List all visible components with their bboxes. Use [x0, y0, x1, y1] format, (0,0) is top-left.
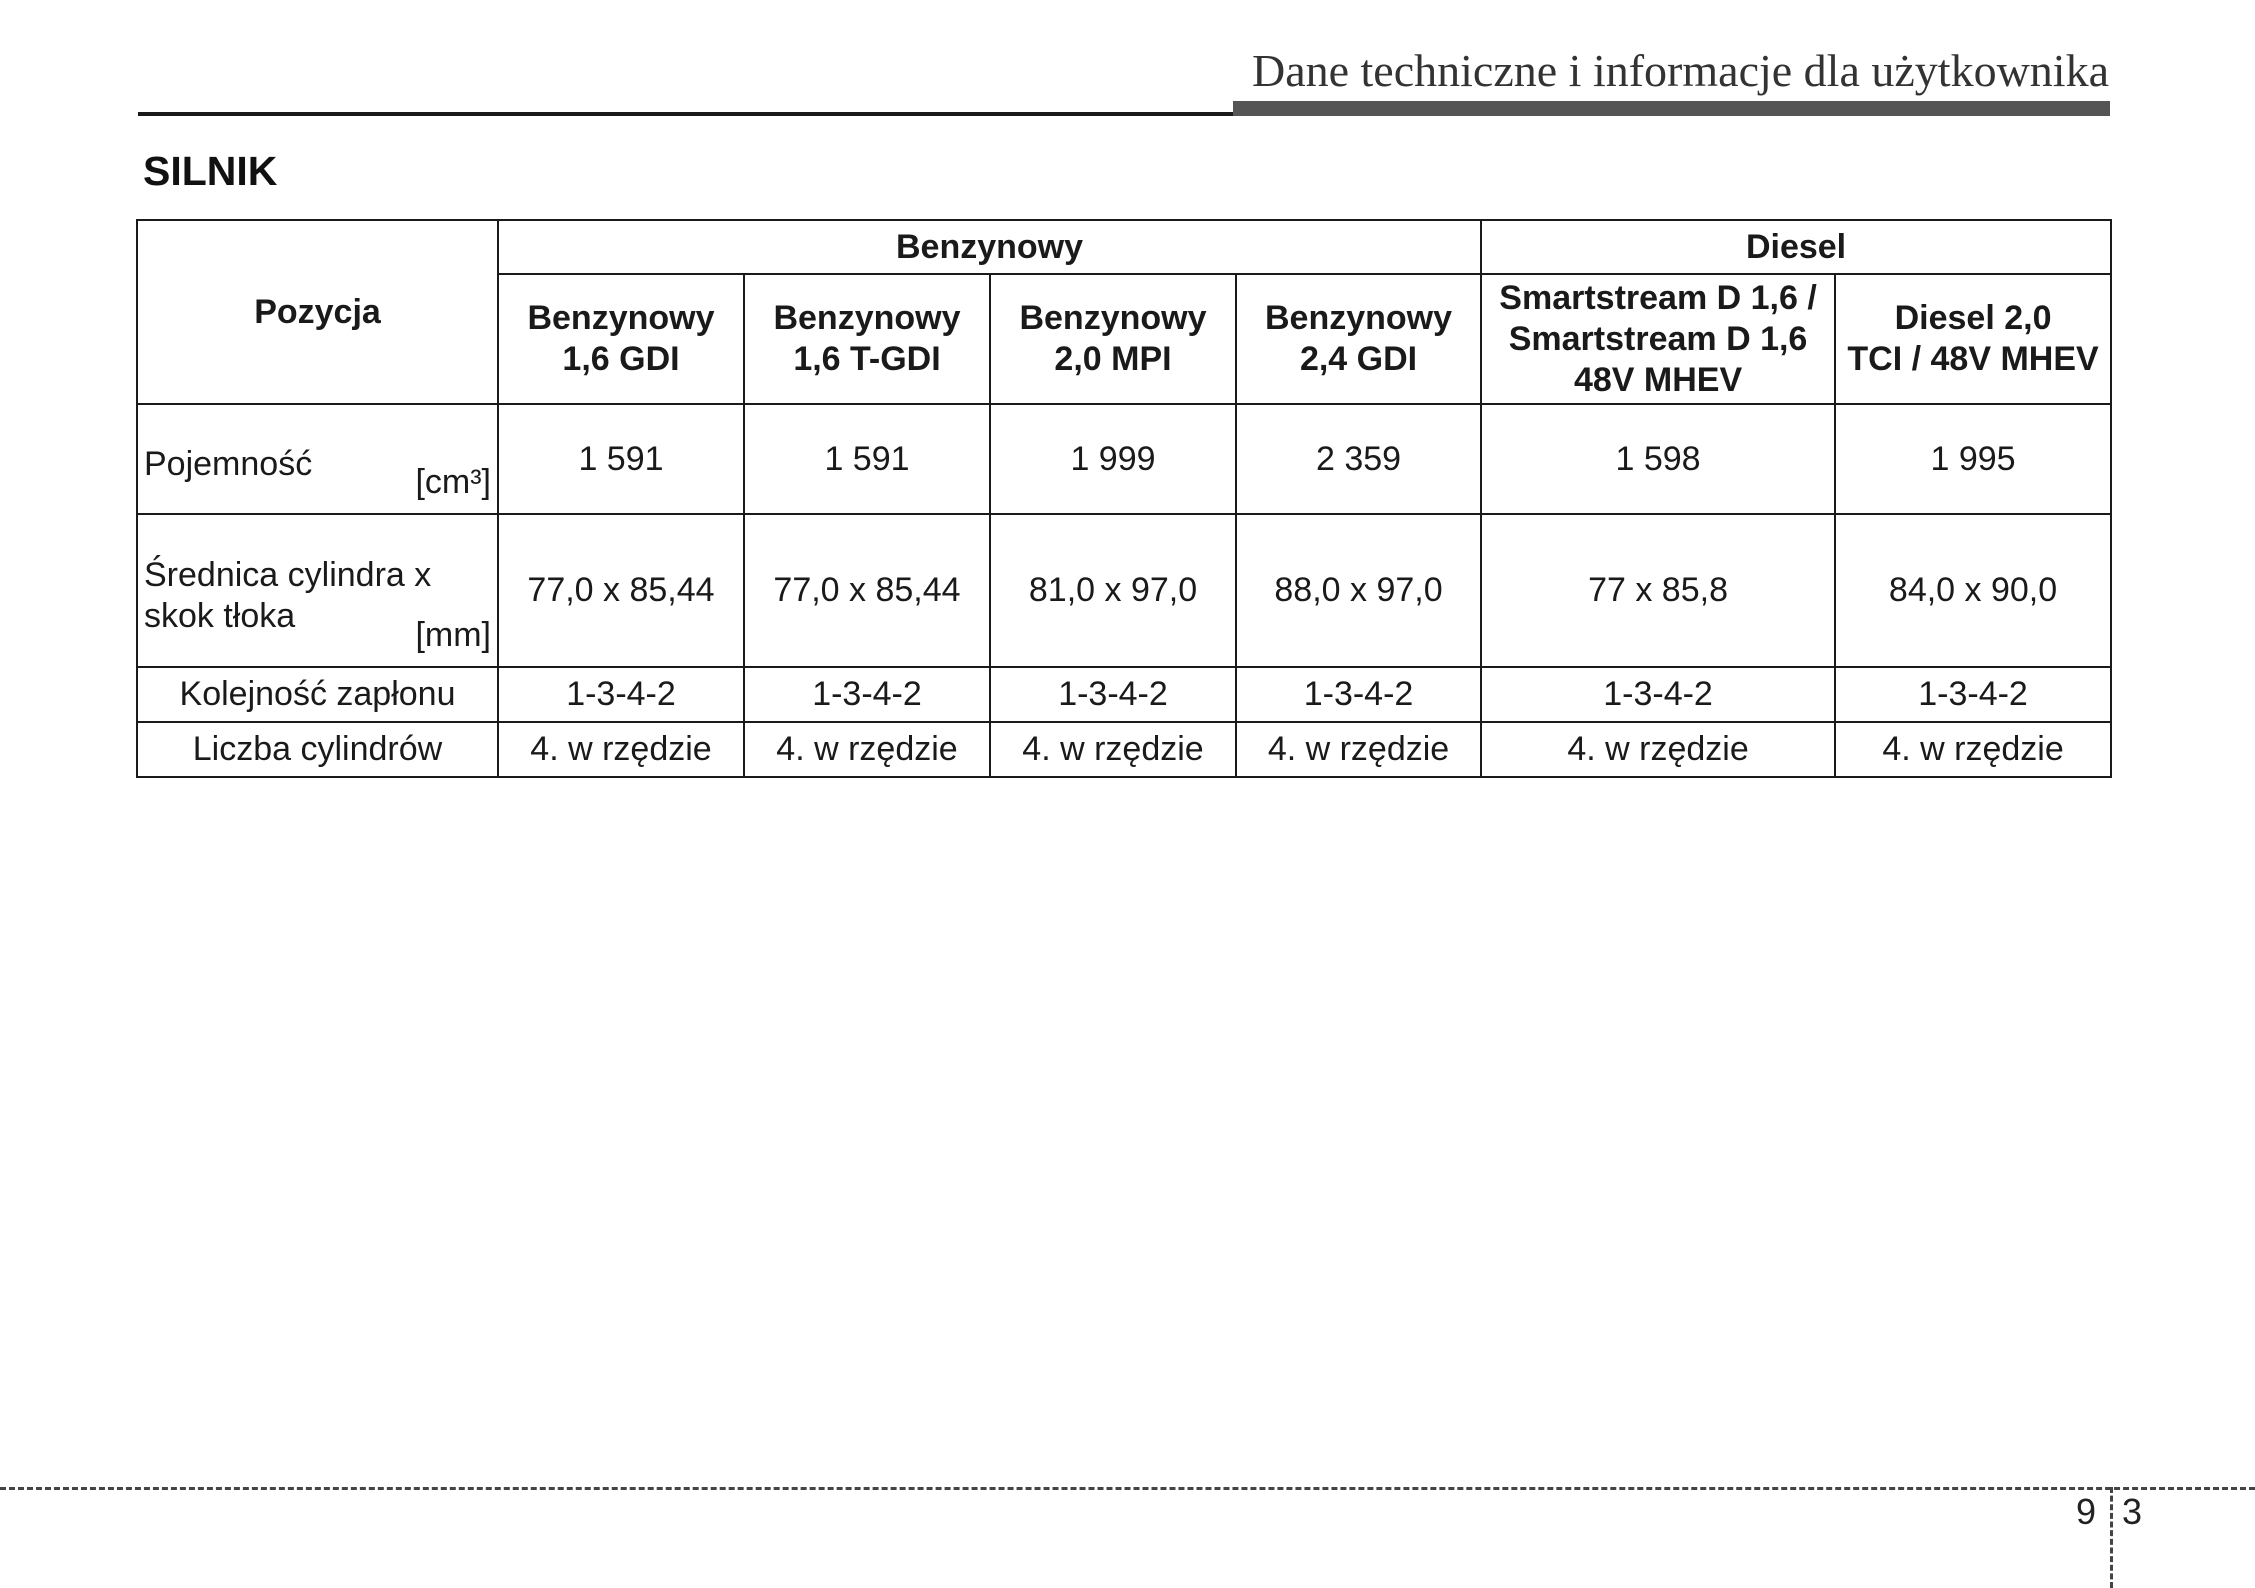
- row-label-firing-order: Kolejność zapłonu: [137, 667, 498, 722]
- table-row-bore-stroke: [137, 514, 2111, 667]
- engine-header: Smartstream D 1,6 / Smartstream D 1,6 48V MHEV: [1481, 274, 1835, 404]
- table-row-cylinders: [137, 722, 2111, 777]
- header-rule-accent: [1233, 101, 2110, 116]
- table-cell: 88,0 x 97,0: [1236, 514, 1481, 667]
- position-header: Pozycja: [137, 220, 498, 404]
- page-number-chapter: 9: [2076, 1491, 2097, 1532]
- engine-header: Benzynowy 1,6 T-GDI: [744, 274, 990, 404]
- table-cell: 1 598: [1481, 404, 1835, 514]
- engine-header: Benzynowy 2,4 GDI: [1236, 274, 1481, 404]
- engine-header: Benzynowy 2,0 MPI: [990, 274, 1236, 404]
- table-cell: 1-3-4-2: [1481, 667, 1835, 722]
- table-cell: 77,0 x 85,44: [744, 514, 990, 667]
- group-header-diesel: Diesel: [1481, 220, 2111, 274]
- table-cell: 4. w rzędzie: [1835, 722, 2111, 777]
- page-number-page: 3: [2122, 1491, 2143, 1532]
- table-cell: 4. w rzędzie: [498, 722, 744, 777]
- table-cell: 1 591: [744, 404, 990, 514]
- table-cell: 1-3-4-2: [744, 667, 990, 722]
- table-cell: 1 591: [498, 404, 744, 514]
- footer-dashed-rule: [0, 1487, 2255, 1490]
- unit-label: [cm³]: [415, 463, 491, 501]
- section-title: SILNIK: [143, 148, 278, 194]
- table-cell: 77 x 85,8: [1481, 514, 1835, 667]
- engine-spec-table: [136, 219, 2112, 778]
- table-row-firing-order: [137, 667, 2111, 722]
- page-header-title: Dane techniczne i informacje dla użytkownika: [1251, 45, 2109, 96]
- table-cell: 2 359: [1236, 404, 1481, 514]
- unit-label: [mm]: [415, 616, 491, 654]
- table-cell: 4. w rzędzie: [744, 722, 990, 777]
- table-cell: 1 995: [1835, 404, 2111, 514]
- table-cell: 4. w rzędzie: [1236, 722, 1481, 777]
- header-rule: [138, 112, 1233, 116]
- table-cell: 1 999: [990, 404, 1236, 514]
- table-cell: 84,0 x 90,0: [1835, 514, 2111, 667]
- table-cell: 1-3-4-2: [498, 667, 744, 722]
- table-cell: 4. w rzędzie: [990, 722, 1236, 777]
- table-cell: 1-3-4-2: [1835, 667, 2111, 722]
- row-label-cylinders: Liczba cylindrów: [137, 722, 498, 777]
- table-header-row-groups: [137, 220, 2111, 274]
- table-cell: 77,0 x 85,44: [498, 514, 744, 667]
- table-cell: 1-3-4-2: [990, 667, 1236, 722]
- table-cell: 4. w rzędzie: [1481, 722, 1835, 777]
- footer-page-divider: [2110, 1487, 2113, 1588]
- engine-header: Diesel 2,0 TCI / 48V MHEV: [1835, 274, 2111, 404]
- engine-header: Benzynowy 1,6 GDI: [498, 274, 744, 404]
- table-row-capacity: [137, 404, 2111, 514]
- group-header-petrol: Benzynowy: [498, 220, 1481, 274]
- table-cell: 81,0 x 97,0: [990, 514, 1236, 667]
- row-label-bore-stroke: Średnica cylindra x skok tłoka [mm]: [137, 514, 498, 667]
- table-cell: 1-3-4-2: [1236, 667, 1481, 722]
- row-label-capacity: Pojemność [cm³]: [137, 404, 498, 514]
